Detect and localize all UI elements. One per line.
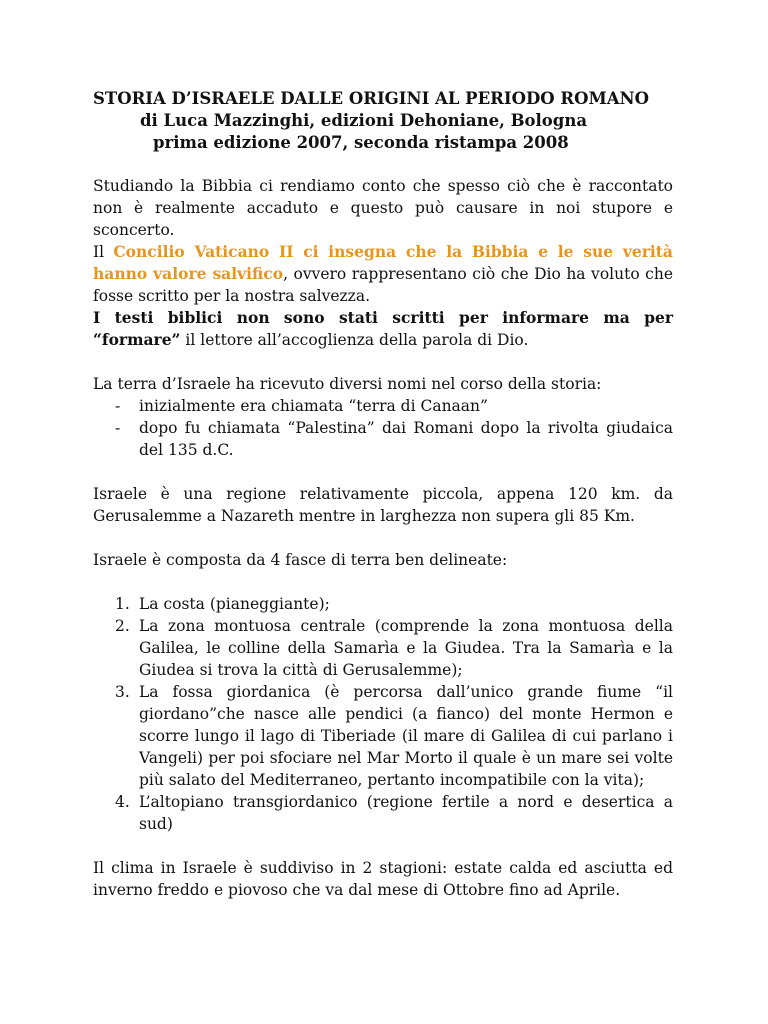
list-number: 4. bbox=[115, 793, 130, 811]
document-body bbox=[93, 175, 673, 901]
list-number: 2. bbox=[115, 617, 130, 635]
climate-paragraph: Il clima in Israele è suddiviso in 2 stagioni: estate calda ed asciutta ed inverno freddo e piovoso che va dal mese di Ottobre fino ad Aprile. bbox=[93, 859, 673, 899]
document-title: STORIA D’ISRAELE DALLE ORIGINI AL PERIODO ROMANO bbox=[93, 89, 650, 108]
list-item-text: inizialmente era chiamata “terra di Canaan” bbox=[139, 397, 488, 415]
list-item-text: L’altopiano transgiordanico (regione fertile a nord e desertica a sud) bbox=[139, 793, 673, 833]
council-start: Il bbox=[93, 243, 114, 261]
names-list bbox=[93, 395, 673, 461]
dash-bullet: - bbox=[115, 419, 121, 437]
list-item-text: La costa (pianeggiante); bbox=[139, 595, 330, 613]
intro-paragraph: Studiando la Bibbia ci rendiamo conto che spesso ciò che è raccontato non è realmente accaduto e questo può causare in noi stupore e sconcerto. bbox=[93, 177, 673, 239]
list-item bbox=[93, 681, 673, 791]
list-item bbox=[93, 417, 673, 461]
list-item bbox=[93, 395, 673, 417]
size-paragraph: Israele è una regione relativamente piccola, appena 120 km. da Gerusalemme a Nazareth mentre in larghezza non supera gli 85 Km. bbox=[93, 485, 673, 525]
list-item bbox=[93, 615, 673, 681]
formare-end: il lettore all’accoglienza della parola di Dio. bbox=[180, 331, 529, 349]
list-item-text: La zona montuosa centrale (comprende la zona montuosa della Galilea, le colline della Samarìa e la Giudea. Tra la Samarìa e la Giudea si trova la città di Gerusalemme); bbox=[139, 617, 673, 679]
document-author: di Luca Mazzinghi, edizioni Dehoniane, Bologna bbox=[140, 111, 588, 130]
council-end: , ovvero rappresentano ciò che Dio ha voluto che fosse scritto per la nostra salvezza. bbox=[93, 265, 673, 305]
zones-intro: Israele è composta da 4 fasce di terra ben delineate: bbox=[93, 551, 508, 569]
formare-paragraph bbox=[93, 307, 673, 351]
names-intro: La terra d’Israele ha ricevuto diversi nomi nel corso della storia: bbox=[93, 375, 602, 393]
council-highlight: Concilio Vaticano II ci insegna che la Bibbia e le sue verità hanno valore salvifico bbox=[93, 242, 673, 283]
dash-bullet: - bbox=[115, 397, 121, 415]
document-heading bbox=[93, 88, 693, 154]
formare-bold: I testi biblici non sono stati scritti per informare ma per “formare” bbox=[93, 308, 673, 349]
document-edition: prima edizione 2007, seconda ristampa 2008 bbox=[153, 133, 569, 152]
list-item-text: La fossa giordanica (è percorsa dall’unico grande fiume “il giordano”che nasce alle pendici (a fianco) del monte Hermon e scorre lungo il lago di Tiberiade (il mare di Galilea di cui parlano i Vangeli) per poi sfociare nel Mar Morto il quale è un mare sei volte più salato del Mediterraneo, pertanto incompatibile con la vita); bbox=[139, 683, 673, 789]
council-paragraph bbox=[93, 241, 673, 307]
list-item bbox=[93, 593, 673, 615]
list-item bbox=[93, 791, 673, 835]
list-number: 3. bbox=[115, 683, 130, 701]
list-item-text: dopo fu chiamata “Palestina” dai Romani dopo la rivolta giudaica del 135 d.C. bbox=[139, 419, 673, 459]
list-number: 1. bbox=[115, 595, 130, 613]
zones-list bbox=[93, 593, 673, 835]
